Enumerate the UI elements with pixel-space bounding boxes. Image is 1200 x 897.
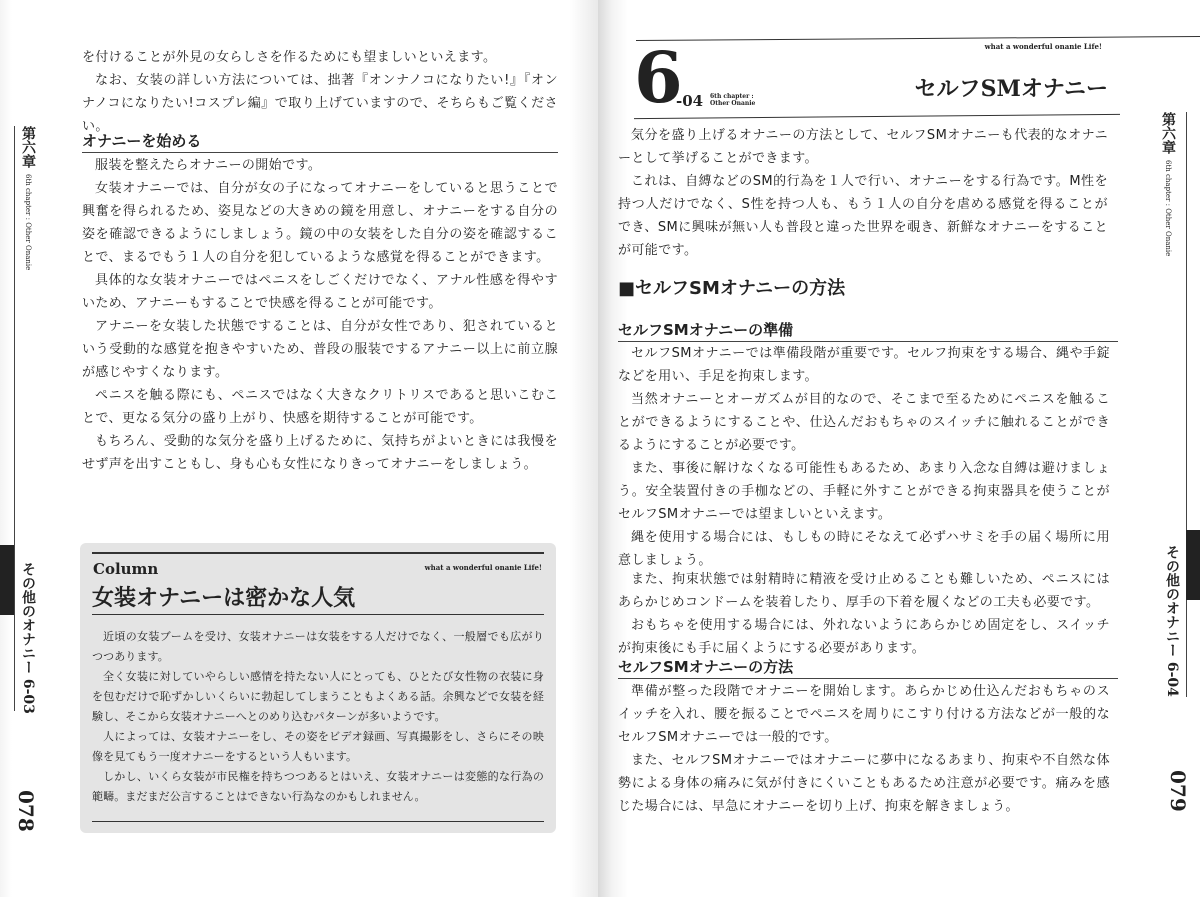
paragraph: セルフSMオナニーでは準備段階が重要です。セルフ拘束をする場合、縄や手錠などを用い、手足を拘束します。: [618, 346, 1110, 384]
chapter-en: 6th chapter : Other Onanie: [24, 174, 32, 271]
paragraph: 全く女装に対していやらしい感情を持たない人にとっても、ひとたび女性物の衣装に身を包むだけで恥ずかしいくらいに勃起してしまうこともよくある話。余興などで女装を経験し、そこから女装オナニーへとのめり込むパターンが多いようです。: [92, 670, 544, 723]
paragraph: 人によっては、女装オナニーをし、その姿をビデオ録画、写真撮影をし、さらにその映像を見てもう一度オナニーをするという人もいます。: [92, 730, 544, 763]
body-text: [618, 680, 1110, 818]
paragraph: 準備が整った段階でオナニーを開始します。あらかじめ仕込んだおもちゃのスイッチを入れ、腰を振ることでペニスを周りにこすり付ける方法などが一般的なセルフSMオナニーでは一般的です。: [618, 684, 1110, 745]
column-label: Column: [93, 560, 159, 578]
right-page: [598, 0, 1200, 897]
divider: [634, 114, 1120, 119]
chapter-number: 6: [634, 36, 683, 119]
side-rule: [1186, 112, 1187, 697]
column-box: [80, 543, 556, 833]
paragraph: 具体的な女装オナニーではペニスをしごくだけでなく、アナル性感を得やすいため、アナニーもすることで快感を得ることが可能です。: [82, 273, 558, 311]
header-tagline: what a wonderful onanie Life!: [984, 42, 1102, 51]
body-text: [618, 342, 1110, 572]
page-number: 078: [14, 790, 38, 832]
paragraph: おもちゃを使用する場合には、外れないようにあらかじめ固定をし、スイッチが拘束後にも手に届くようにする必要があります。: [618, 618, 1110, 656]
side-chapter: [1158, 112, 1178, 256]
side-rule: [14, 126, 15, 711]
side-section: その他のオナニー 6-04: [1164, 545, 1180, 697]
left-page: [0, 0, 598, 897]
paragraph: なお、女装の詳しい方法については、拙著『オンナノコになりたい!』『オンナノコになりたい!コスプレ編』で取り上げていますので、そちらもご覧ください。: [82, 73, 558, 134]
paragraph: もちろん、受動的な気分を盛り上げるために、気持ちがよいときには我慢をせず声を出すこともし、身も心も女性になりきってオナニーをしましょう。: [82, 434, 558, 472]
column-tagline: what a wonderful onanie Life!: [424, 563, 542, 572]
body-text: [82, 154, 558, 476]
side-section: その他のオナニー 6-03: [20, 562, 36, 714]
divider: [92, 821, 544, 822]
chapter-en-1: 6th chapter :: [710, 93, 754, 100]
side-tab: [1186, 530, 1200, 600]
paragraph: 当然オナニーとオーガズムが目的なので、そこまで至るためにペニスを触ることができるようにすることや、仕込んだおもちゃのスイッチに触れることができるようにすることが必要です。: [618, 392, 1110, 453]
subsection-heading: セルフSMオナニーの方法: [618, 656, 1118, 679]
page-title: セルフSMオナニー: [914, 76, 1108, 102]
column-text: [92, 627, 544, 807]
paragraph: アナニーを女装した状態ですることは、自分が女性であり、犯されているという受動的な感覚を抱きやすいため、普段の服装でするアナニー以上に前立腺が感じやすくなります。: [82, 319, 558, 380]
chapter-en: 6th chapter : Other Onanie: [1164, 160, 1172, 257]
paragraph: ペニスを触る際にも、ペニスではなく大きなクリトリスであると思いこむことで、更なる気分の盛り上がり、快感を期待することが可能です。: [82, 388, 558, 426]
paragraph: 近頃の女装ブームを受け、女装オナニーは女装をする人だけでなく、一般層でも広がりつつあります。: [92, 630, 544, 663]
section-number: -04: [676, 92, 704, 110]
chapter-en-2: Other Onanie: [710, 100, 756, 107]
paragraph: 縄を使用する場合には、もしもの時にそなえて必ずハサミを手の届く場所に用意しましょう。: [618, 530, 1110, 568]
divider: [636, 36, 1200, 41]
paragraph: 女装オナニーでは、自分が女の子になってオナニーをしていると思うことで興奮を得られるため、姿見などの大きめの鏡を用意し、オナニーをする自分の姿を確認できるようにしましょう。鏡の中の女装をした自分の姿を確認することで、まるでもう１人の自分を犯しているような感覚を得ることができます。: [82, 181, 558, 265]
section-heading: オナニーを始める: [82, 130, 558, 153]
chapter-en: [710, 93, 755, 107]
divider: [92, 614, 544, 615]
paragraph: を付けることが外見の女らしさを作るためにも望ましいといえます。: [82, 50, 497, 65]
paragraph: また、拘束状態では射精時に精液を受け止めることも難しいため、ペニスにはあらかじめコンドームを装着したり、厚手の下着を履くなどの工夫も必要です。: [618, 572, 1110, 610]
column-title: 女装オナニーは密かな人気: [92, 585, 356, 611]
page-number: 079: [1166, 770, 1190, 812]
paragraph: これは、自縛などのSM的行為を１人で行い、オナニーをする行為です。M性を持つ人だけでなく、S性を持つ人も、もう１人の自分を虐める感覚を得ることができ、SMに興味が無い人も普段と違った世界を覗き、新鮮なオナニーをすることが可能です。: [618, 174, 1108, 258]
chapter-label: 第六章: [20, 126, 36, 168]
paragraph: また、事後に解けなくなる可能性もあるため、あまり入念な自縛は避けましょう。安全装置付きの手枷などの、手軽に外すことができる拘束器具を使うことがセルフSMオナニーでは望ましいといえます。: [618, 461, 1110, 522]
paragraph: また、セルフSMオナニーではオナニーに夢中になるあまり、拘束や不自然な体勢による身体の痛みに気が付きにくいこともあるため注意が必要です。痛みを感じた場合には、早急にオナニーを切り上げ、拘束を解きましょう。: [618, 753, 1110, 814]
intro-text: [618, 124, 1108, 262]
subsection-heading: セルフSMオナニーの準備: [618, 319, 1118, 342]
divider: [92, 552, 544, 554]
side-tab: [0, 545, 14, 615]
paragraph: 気分を盛り上げるオナニーの方法として、セルフSMオナニーも代表的なオナニーとして挙げることができます。: [618, 128, 1108, 166]
paragraph: しかし、いくら女装が市民権を持ちつつあるとはいえ、女装オナニーは変態的な行為の範疇。まだまだ公言することはできない行為なのかもしれません。: [92, 770, 544, 803]
section-heading: ■セルフSMオナニーの方法: [618, 278, 846, 299]
paragraph: 服装を整えたらオナニーの開始です。: [95, 158, 322, 173]
body-text: [618, 568, 1110, 660]
intro-text: [82, 46, 558, 138]
chapter-label: 第六章: [1160, 112, 1176, 154]
side-chapter: [18, 126, 38, 270]
